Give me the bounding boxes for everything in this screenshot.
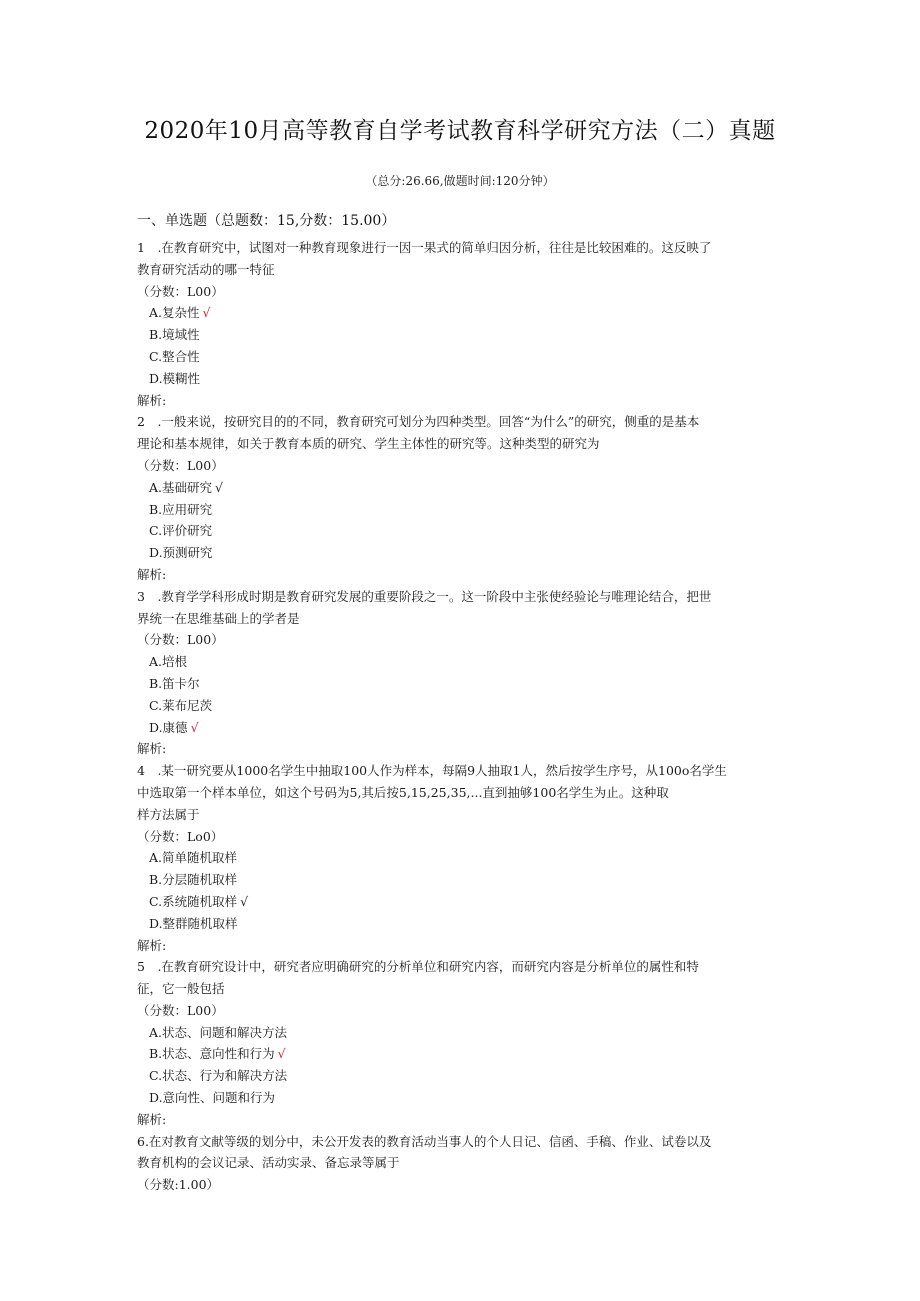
question-line: 中选取第一个样本单位，如这个号码为5,其后按5,15,25,35,...直到抽够100名学生为止。这种取 — [137, 784, 669, 800]
answer-option — [137, 1087, 787, 1109]
answer-option — [137, 368, 787, 390]
question-text — [137, 760, 787, 825]
answer-option — [137, 324, 787, 346]
option-text: A.复杂性 — [149, 305, 200, 321]
question-line: 4 .某一研究要从1000名学生中抽取100人作为样本，每隔9人抽取1人，然后按学生序号，从100o名学生 — [137, 763, 727, 779]
document-subtitle: （总分:26.66,做题时间:120分钟） — [365, 174, 555, 188]
question-text — [137, 586, 787, 630]
question-score: （分数：L00） — [137, 1002, 224, 1018]
question-text — [137, 1131, 787, 1175]
explanation-label: 解析: — [137, 392, 167, 408]
question-text — [137, 956, 787, 1000]
question-line: 理论和基本规律，如关于教育本质的研究、学生主体性的研究等。这种类型的研究为 — [137, 436, 600, 452]
option-text: A.培根 — [149, 654, 188, 670]
question-score: （分数：L00） — [137, 283, 224, 299]
correct-check-icon: √ — [215, 479, 223, 495]
option-text: D.意向性、问题和行为 — [149, 1090, 276, 1106]
option-text: A.简单随机取样 — [149, 850, 238, 866]
answer-option — [137, 520, 787, 542]
option-text: B.笛卡尔 — [149, 675, 200, 691]
answer-option — [137, 499, 787, 521]
option-text: B.应用研究 — [149, 501, 213, 517]
option-text: B.状态、意向性和行为 — [149, 1046, 275, 1062]
answer-option — [137, 673, 787, 695]
answer-option — [137, 891, 787, 913]
question-item — [137, 411, 787, 585]
question-line: 教育机构的会议记录、活动实录、备忘录等属于 — [137, 1155, 400, 1171]
answer-option — [137, 847, 787, 869]
question-line: 5 .在教育研究设计中，研究者应明确研究的分析单位和研究内容，而研究内容是分析单位的属性和特 — [137, 959, 699, 975]
option-text: A.基础研究 — [149, 479, 213, 495]
answer-option — [137, 302, 787, 324]
correct-check-icon: √ — [240, 893, 249, 909]
question-item — [137, 956, 787, 1130]
answer-option — [137, 695, 787, 717]
question-score: （分数：L00） — [137, 632, 224, 648]
option-text: A.状态、问题和解决方法 — [149, 1024, 288, 1040]
question-line: 征，它一般包括 — [137, 981, 225, 997]
answer-option — [137, 1043, 787, 1065]
question-line: 界统一在思维基础上的学者是 — [137, 610, 300, 626]
answer-option — [137, 651, 787, 673]
option-text: B.分层随机取样 — [149, 872, 238, 888]
explanation-label: 解析: — [137, 566, 167, 582]
question-line: 6.在对教育文献等级的划分中，未公开发表的教育活动当事人的个人日记、信函、手稿、作业、试卷以及 — [137, 1133, 712, 1149]
question-line: 样方法属于 — [137, 806, 200, 822]
question-item — [137, 237, 787, 411]
question-list — [137, 237, 787, 1196]
answer-option — [137, 542, 787, 564]
option-text: C.系统随机取样 — [149, 893, 238, 909]
question-line: 3 .教育学学科形成时期是教育研究发展的重要阶段之一。这一阶段中主张使经验论与唯理论结合，把世 — [137, 588, 712, 604]
document-title: 2020年10月高等教育自学考试教育科学研究方法（二）真题 — [144, 118, 776, 144]
answer-option — [137, 913, 787, 935]
correct-check-icon: √ — [277, 1046, 286, 1062]
option-text: B.境域性 — [149, 327, 200, 343]
answer-option — [137, 477, 787, 499]
option-text: D.模糊性 — [149, 370, 201, 386]
option-text: D.预测研究 — [149, 545, 213, 561]
answer-option — [137, 869, 787, 891]
section-heading: 一、单选题（总题数：15,分数：15.00） — [137, 213, 396, 229]
option-text: C.整合性 — [149, 348, 200, 364]
question-item — [137, 586, 787, 760]
question-line: 2 .一般来说，按研究目的的不同，教育研究可划分为四种类型。回答“为什么”的研究，侧重的是基本 — [137, 414, 700, 430]
answer-option — [137, 1022, 787, 1044]
correct-check-icon: √ — [202, 305, 211, 321]
answer-option — [137, 717, 787, 739]
question-score: （分数：Lo0） — [137, 828, 224, 844]
option-text: C.莱布尼茨 — [149, 697, 213, 713]
correct-check-icon: √ — [190, 719, 199, 735]
question-item — [137, 1131, 787, 1196]
option-text: D.整群随机取样 — [149, 915, 238, 931]
question-line: 1 .在教育研究中，试图对一种教育现象进行一因一果式的简单归因分析，往往是比较困难的。这反映了 — [137, 240, 712, 255]
question-line: 教育研究活动的哪一特征 — [137, 261, 275, 277]
answer-option — [137, 346, 787, 368]
explanation-label: 解析: — [137, 741, 167, 757]
question-score: （分数：L00） — [137, 457, 224, 473]
question-text — [137, 411, 787, 455]
explanation-label: 解析: — [137, 937, 167, 953]
answer-option — [137, 1065, 787, 1087]
option-text: C.评价研究 — [149, 523, 213, 539]
option-text: D.康德 — [149, 719, 188, 735]
explanation-label: 解析: — [137, 1111, 167, 1127]
question-text — [137, 237, 787, 281]
option-text: C.状态、行为和解决方法 — [149, 1068, 288, 1084]
question-score: （分数:1.00） — [137, 1177, 220, 1193]
question-item — [137, 760, 787, 956]
